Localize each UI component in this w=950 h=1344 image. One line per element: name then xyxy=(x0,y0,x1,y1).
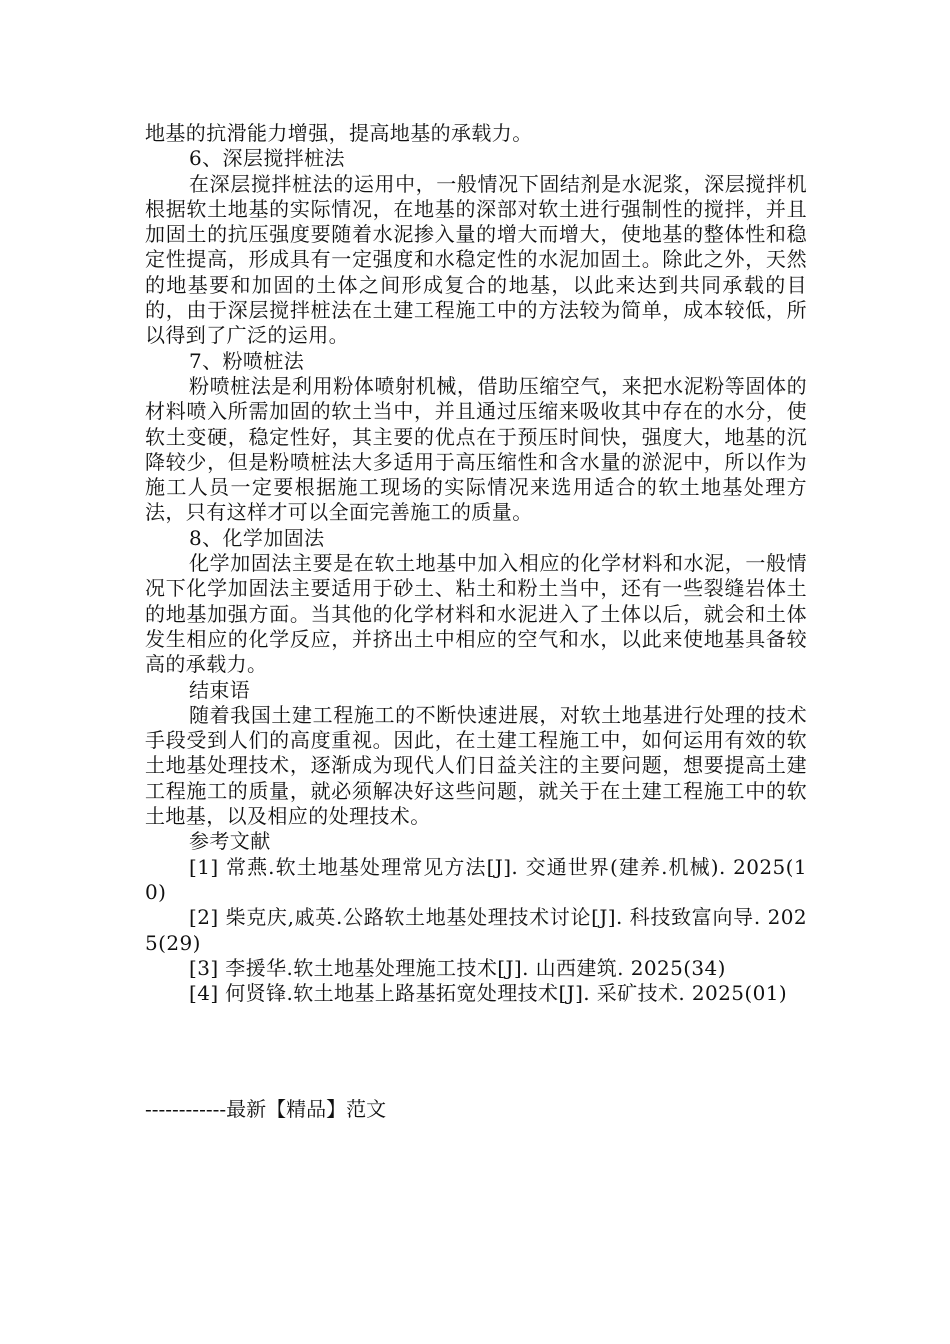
paragraph-deep-mixing-pile: 在深层搅拌桩法的运用中，一般情况下固结剂是水泥浆，深层搅拌机根据软土地基的实际情况，在地基的深部对软土进行强制性的搅拌，并且加固土的抗压强度要随着水泥掺入量的增大而增大，使地基的整体性和稳定性提高，形成具有一定强度和水稳定性的水泥加固土。除此之外，天然的地基要和加固的土体之间形成复合的地基，以此来达到共同承载的目的，由于深层搅拌桩法在土建工程施工中的方法较为简单，成本较低，所以得到了广泛的运用。 xyxy=(145,171,807,348)
section-heading-conclusion: 结束语 xyxy=(189,677,251,702)
paragraph-continuation: 地基的抗滑能力增强，提高地基的承载力。 xyxy=(145,121,533,145)
section-heading-powder-spray-pile: 7、粉喷桩法 xyxy=(189,348,305,373)
reference-item-4: [4] 何贤锋.软土地基上路基拓宽处理技术[J]. 采矿技术. 2025(01) xyxy=(189,981,788,1006)
page-footer: ------------最新【精品】范文 xyxy=(145,1097,387,1121)
paragraph-powder-spray-pile: 粉喷桩法是利用粉体喷射机械，借助压缩空气，来把水泥粉等固体的材料喷入所需加固的软土当中，并且通过压缩来吸收其中存在的水分，使软土变硬，稳定性好，其主要的优点在于预压时间快，强度大，地基的沉降较少，但是粉喷桩法大多适用于高压缩性和含水量的淤泥中，所以作为施工人员一定要根据施工现场的实际情况来选用适合的软土地基处理方法，只有这样才可以全面完善施工的质量。 xyxy=(145,373,807,525)
paragraph-conclusion: 随着我国土建工程施工的不断快速进展，对软土地基进行处理的技术手段受到人们的高度重视。因此，在土建工程施工中，如何运用有效的软土地基处理技术，逐渐成为现代人们日益关注的主要问题，想要提高土建工程施工的质量，就必须解决好这些问题，就关于在土建工程施工中的软土地基，以及相应的处理技术。 xyxy=(145,702,807,829)
reference-item-1: [1] 常燕.软土地基处理常见方法[J]. 交通世界(建养.机械). 2025(10) xyxy=(145,854,807,904)
reference-item-3: [3] 李援华.软土地基处理施工技术[J]. 山西建筑. 2025(34) xyxy=(189,955,726,980)
paragraph-chemical-reinforcement: 化学加固法主要是在软土地基中加入相应的化学材料和水泥，一般情况下化学加固法主要适用于砂土、粘土和粉土当中，还有一些裂缝岩体土的地基加强方面。当其他的化学材料和水泥进入了土体以后，就会和土体发生相应的化学反应，并挤出土中相应的空气和水，以此来使地基具备较高的承载力。 xyxy=(145,551,807,677)
section-heading-deep-mixing-pile: 6、深层搅拌桩法 xyxy=(189,146,345,171)
reference-item-2: [2] 柴克庆,戚英.公路软土地基处理技术讨论[J]. 科技致富向导. 2025(29) xyxy=(145,905,807,955)
section-heading-references: 参考文献 xyxy=(189,829,271,854)
document-body xyxy=(145,121,807,1006)
section-heading-chemical-reinforcement: 8、化学加固法 xyxy=(189,525,325,550)
